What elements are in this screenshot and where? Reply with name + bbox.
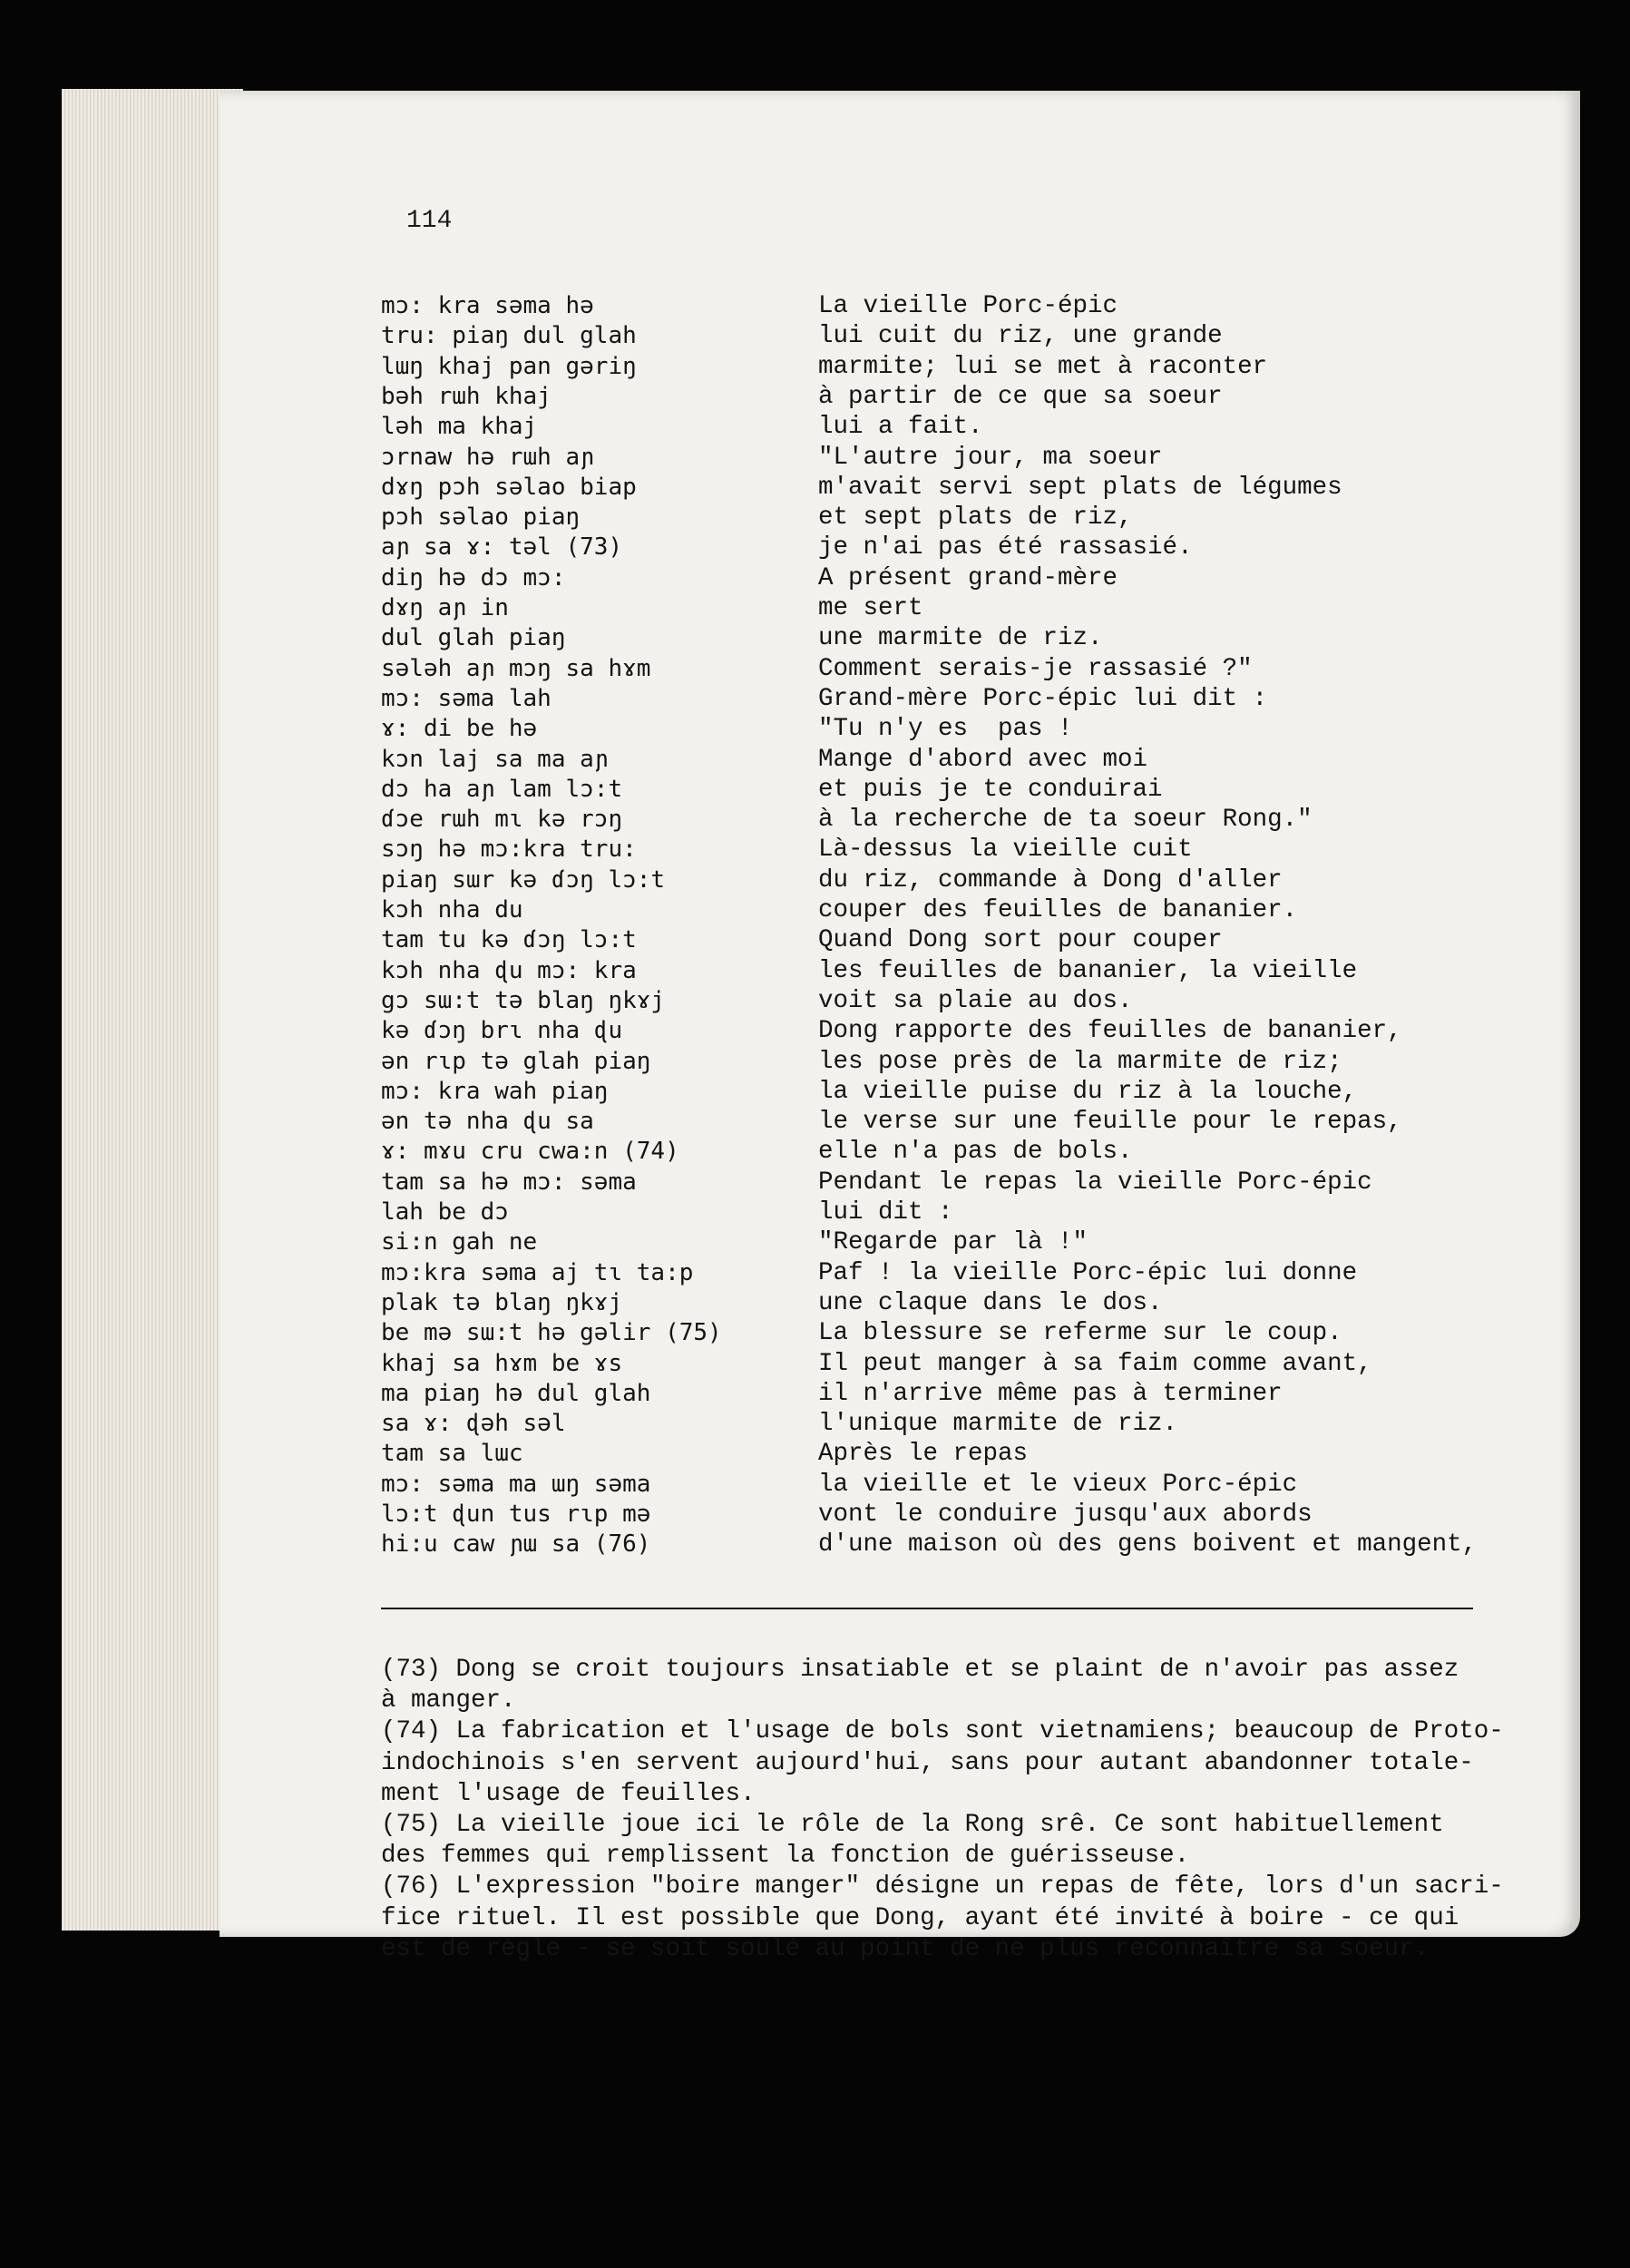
translation-line: voit sa plaie au dos. <box>818 986 1133 1015</box>
translation-line: Il peut manger à sa faim comme avant, <box>818 1349 1372 1378</box>
source-line: ɤ: mɤu cru cwa:n (74) <box>381 1138 679 1166</box>
source-line: si:n gah ne <box>381 1228 538 1256</box>
translation-line: il n'arrive même pas à terminer <box>818 1379 1283 1408</box>
source-line: tru: piaŋ dul glah <box>381 322 637 350</box>
source-line: hi:u caw ɲɯ sa (76) <box>381 1530 651 1559</box>
book-page-edges <box>62 89 243 1931</box>
source-line: khaj sa hɤm be ɤs <box>381 1349 623 1377</box>
translation-line: Mange d'abord avec moi <box>818 745 1148 774</box>
translation-line: me sert <box>818 594 923 622</box>
translation-line: Après le repas <box>818 1440 1029 1469</box>
source-line: sələh aɲ mɔŋ sa hɤm <box>381 654 651 682</box>
source-line: dul glah piaŋ <box>381 624 566 652</box>
source-line: ɔrnaw hə rɯh aɲ <box>381 443 594 471</box>
source-line: mɔ: kra səma hə <box>381 292 594 319</box>
source-line: lɯŋ khaj pan gəriŋ <box>381 352 637 380</box>
source-line: aɲ sa ɤ: təl (73) <box>381 533 623 562</box>
source-line: tam sa hə mɔ: səma <box>381 1168 637 1196</box>
source-line: dɤŋ aɲ in <box>381 594 509 621</box>
translation-line: elle n'a pas de bols. <box>818 1138 1133 1167</box>
translation-line: "L'autre jour, ma soeur <box>818 443 1163 472</box>
translation-line: je n'ai pas été rassasié. <box>818 533 1193 562</box>
translation-line: marmite; lui se met à raconter <box>818 352 1268 381</box>
translation-line: lui a fait. <box>818 413 983 442</box>
source-line: ən rɩp tə glah piaŋ <box>381 1047 651 1075</box>
translation-line: d'une maison où des gens boivent et mangent, <box>818 1530 1478 1559</box>
translation-line: les pose près de la marmite de riz; <box>818 1047 1342 1076</box>
translation-line: lui dit : <box>818 1198 953 1227</box>
source-line: ləh ma khaj <box>381 413 538 441</box>
translation-line: une claque dans le dos. <box>818 1288 1163 1317</box>
translation-line: à la recherche de ta soeur Rong." <box>818 806 1313 835</box>
source-line: gɔ sɯ:t tə blaŋ ŋkɤj <box>381 986 666 1014</box>
source-line: kɔh nha ɖu mɔ: kra <box>381 956 637 984</box>
source-line: ma piaŋ hə dul glah <box>381 1379 651 1407</box>
translation-line: une marmite de riz. <box>818 624 1103 653</box>
source-line: mɔ: səma lah <box>381 684 551 712</box>
source-line: kɔh nha du <box>381 896 523 924</box>
source-line: mɔ: səma ma ɯŋ səma <box>381 1470 651 1498</box>
translation-line: m'avait servi sept plats de légumes <box>818 473 1342 502</box>
source-line: sa ɤ: ɖəh səl <box>381 1410 566 1438</box>
translation-line: Grand-mère Porc-épic lui dit : <box>818 684 1268 713</box>
footnote: (73) Dong se croit toujours insatiable et se plaint de n'avoir pas assez à manger. <box>381 1656 1459 1716</box>
translation-line: Quand Dong sort pour couper <box>818 926 1223 955</box>
source-line: pɔh səlao piaŋ <box>381 503 581 532</box>
translation-line: La blessure se referme sur le coup. <box>818 1319 1342 1348</box>
footnote: (75) La vieille joue ici le rôle de la Rong srê. Ce sont habituellement des femmes qui remplissent la fonction de guérisseuse. <box>381 1811 1444 1871</box>
source-line: kə ɗɔŋ brɩ nha ɖu <box>381 1017 623 1045</box>
translation-line: "Tu n'y es pas ! <box>818 715 1073 744</box>
translation-line: et sept plats de riz, <box>818 503 1133 533</box>
source-line: bəh rɯh khaj <box>381 382 551 410</box>
translation-line: à partir de ce que sa soeur <box>818 382 1223 411</box>
source-line: lɔ:t ɖun tus rɩp mə <box>381 1501 651 1528</box>
translation-line: Là-dessus la vieille cuit <box>818 836 1193 865</box>
translation-line: la vieille et le vieux Porc-épic <box>818 1470 1298 1499</box>
translation-line: Dong rapporte des feuilles de bananier, <box>818 1017 1402 1046</box>
source-line: diŋ hə dɔ mɔ: <box>381 563 566 591</box>
source-line: dɔ ha aɲ lam lɔ:t <box>381 775 623 803</box>
translation-line: Paf ! la vieille Porc-épic lui donne <box>818 1258 1358 1287</box>
footnote-rule <box>381 1608 1473 1609</box>
footnote: (76) L'expression "boire manger" désigne un repas de fête, lors d'un sacri- fice rituel. Il est possible que Dong, ayant été invité à boire - ce qui est de règle - se soit soûlé au point de ne plus reconnaître sa soeur. <box>381 1872 1504 1963</box>
translation-line: du riz, commande à Dong d'aller <box>818 865 1283 894</box>
source-line: plak tə blaŋ ŋkɤj <box>381 1288 623 1316</box>
footnote: (74) La fabrication et l'usage de bols sont vietnamiens; beaucoup de Proto- indochinois s'en servent aujourd'hui, sans pour autant abandonner totale- ment l'usage de feuilles. <box>381 1717 1504 1808</box>
source-line: mɔ:kra səma aj tɩ ta:p <box>381 1258 694 1286</box>
footnotes <box>381 1655 1506 1965</box>
translation-line: Pendant le repas la vieille Porc-épic <box>818 1168 1372 1197</box>
source-line: sɔŋ hə mɔ:kra tru: <box>381 836 637 864</box>
translation-line: couper des feuilles de bananier. <box>818 896 1298 924</box>
source-line: kɔn laj sa ma aɲ <box>381 745 609 773</box>
source-line: dɤŋ pɔh səlao biap <box>381 473 637 501</box>
source-line: ən tə nha ɖu sa <box>381 1108 594 1136</box>
source-line: ɤ: di be hə <box>381 715 538 743</box>
translation-line: l'unique marmite de riz. <box>818 1410 1178 1439</box>
source-line: piaŋ sɯr kə ɗɔŋ lɔ:t <box>381 865 666 894</box>
source-line: tam sa lɯc <box>381 1440 523 1468</box>
source-line: lah be dɔ <box>381 1198 509 1226</box>
translation-line: Comment serais-je rassasié ?" <box>818 654 1253 683</box>
page-number: 114 <box>406 207 453 235</box>
translation-line: et puis je te conduirai <box>818 775 1163 804</box>
source-line: mɔ: kra wah piaŋ <box>381 1077 609 1105</box>
source-line: tam tu kə ɗɔŋ lɔ:t <box>381 926 637 954</box>
translation-line: le verse sur une feuille pour le repas, <box>818 1108 1402 1137</box>
source-line: be mə sɯ:t hə gəlir (75) <box>381 1319 722 1347</box>
translation-line: La vieille Porc-épic <box>818 292 1118 320</box>
translation-line: "Regarde par là !" <box>818 1228 1088 1257</box>
translation-line: A présent grand-mère <box>818 563 1118 592</box>
translation-line: vont le conduire jusqu'aux abords <box>818 1501 1313 1529</box>
translation-line: lui cuit du riz, une grande <box>818 322 1223 351</box>
translation-line: la vieille puise du riz à la louche, <box>818 1077 1358 1106</box>
translation-line: les feuilles de bananier, la vieille <box>818 956 1358 985</box>
source-line: ɗɔe rɯh mɩ kə rɔŋ <box>381 806 623 834</box>
